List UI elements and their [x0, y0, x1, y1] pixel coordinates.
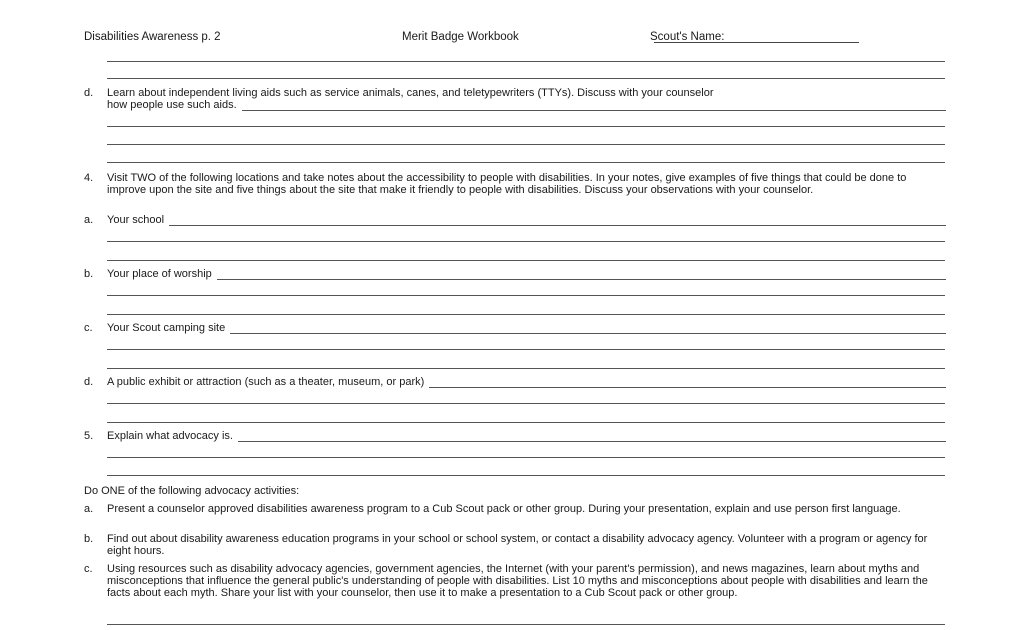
answer-line[interactable] — [107, 624, 945, 625]
question-text: Your place of worship — [107, 268, 212, 280]
question-text: how people use such aids. — [107, 99, 237, 111]
answer-line[interactable] — [217, 269, 946, 280]
answer-line[interactable] — [107, 422, 945, 423]
question-text: Your Scout camping site — [107, 322, 226, 334]
activity-text: Using resources such as disability advocacy agencies, government agencies, the Internet (with your parent's permission), and news magazines, learn about myths and misconceptions that influence the general public's understanding of people with disabilities. List 10 myths and misconceptions about people with disabilities and learn the facts about each myth. Share your list with your counselor, then use it to make a presentation to a Cub Scout pack or other group. — [107, 563, 928, 599]
item-marker: c. — [84, 563, 93, 575]
instruction-text: Do ONE of the following advocacy activities: — [84, 485, 300, 497]
answer-line[interactable] — [107, 260, 945, 261]
question-text: Learn about independent living aids such as service animals, canes, and teletypewriters (TTYs). Discuss with your counselor — [107, 87, 714, 99]
item-marker: b. — [84, 533, 94, 545]
answer-line[interactable] — [107, 368, 945, 369]
activity-c — [84, 563, 946, 613]
question-text: Your school — [107, 214, 165, 226]
activity-text: Find out about disability awareness education programs in your school or school system, or contact a disability advocacy agency. Volunteer with a program or agency for eight hours. — [107, 533, 928, 557]
answer-line[interactable] — [107, 314, 945, 315]
question-4 — [84, 172, 946, 210]
header-workbook-title: Merit Badge Workbook — [402, 31, 519, 43]
answer-line[interactable] — [107, 457, 945, 458]
question-4b — [84, 268, 946, 281]
question-text: Visit TWO of the following locations and take notes about the accessibility to people with disabilities. In your notes, give examples of five things that could be done to improve upon the site and five things about the site that make it friendly to people with disabilities. Discuss your observations with your counselor. — [107, 172, 907, 196]
question-5 — [84, 430, 946, 443]
scout-name-blank[interactable] — [654, 31, 859, 43]
question-text: Explain what advocacy is. — [107, 430, 233, 442]
item-marker: 4. — [84, 172, 94, 184]
item-marker: c. — [84, 322, 93, 334]
answer-line[interactable] — [107, 475, 945, 476]
activity-b — [84, 533, 946, 557]
page-header — [84, 31, 956, 45]
answer-line[interactable] — [238, 431, 946, 442]
answer-line[interactable] — [107, 403, 945, 404]
question-4a — [84, 214, 946, 227]
answer-line[interactable] — [107, 61, 945, 62]
activity-text: Present a counselor approved disabilities awareness program to a Cub Scout pack or other group. During your presentation, explain and use person first language. — [107, 503, 901, 515]
answer-line[interactable] — [107, 295, 945, 296]
answer-line[interactable] — [107, 162, 945, 163]
item-marker: a. — [84, 214, 94, 226]
answer-line[interactable] — [107, 144, 945, 145]
scout-name-label: Scout's Name: — [650, 31, 725, 43]
answer-line[interactable] — [230, 323, 946, 334]
question-4c — [84, 322, 946, 335]
activity-a — [84, 503, 946, 527]
answer-line[interactable] — [107, 349, 945, 350]
question-4d — [84, 376, 946, 389]
answer-line[interactable] — [107, 126, 945, 127]
item-marker: d. — [84, 87, 94, 99]
header-page-title: Disabilities Awareness p. 2 — [84, 31, 221, 43]
answer-line[interactable] — [169, 215, 946, 226]
item-marker: b. — [84, 268, 94, 280]
answer-line[interactable] — [107, 241, 945, 242]
question-text: A public exhibit or attraction (such as a theater, museum, or park) — [107, 376, 425, 388]
item-marker: a. — [84, 503, 94, 515]
answer-line[interactable] — [242, 100, 946, 111]
answer-line[interactable] — [429, 377, 946, 388]
question-3d — [84, 87, 946, 113]
item-marker: 5. — [84, 430, 94, 442]
item-marker: d. — [84, 376, 94, 388]
answer-line[interactable] — [107, 78, 945, 79]
